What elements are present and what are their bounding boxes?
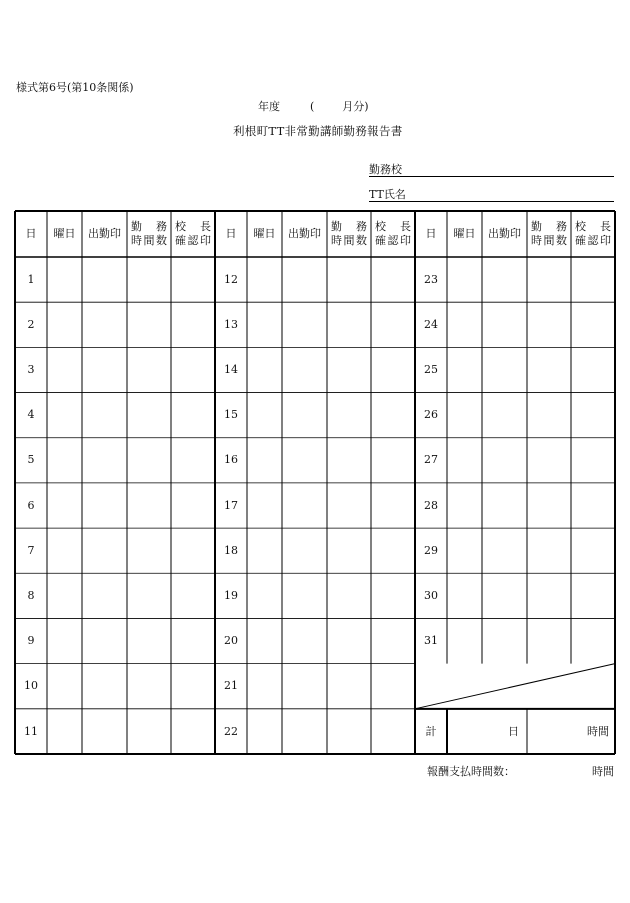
header-line: 校 長 — [575, 220, 611, 234]
attendance-seal-cell[interactable] — [282, 573, 327, 618]
work-hours-cell[interactable] — [327, 257, 371, 302]
attendance-seal-cell[interactable] — [282, 528, 327, 573]
principal-seal-cell[interactable] — [171, 483, 215, 528]
header-line: 勤 務 — [331, 220, 367, 234]
attendance-seal-cell[interactable] — [282, 709, 327, 754]
principal-seal-cell[interactable] — [571, 528, 615, 573]
table-row-day-number: 20 — [224, 634, 238, 648]
header-principal-seal — [171, 211, 215, 257]
work-hours-cell[interactable] — [127, 257, 171, 302]
work-hours-cell[interactable] — [527, 302, 571, 347]
weekday-cell[interactable] — [247, 664, 282, 709]
table-row-day-number: 17 — [224, 498, 238, 512]
table-row-day-number: 25 — [424, 363, 438, 377]
table-row-day-number: 1 — [27, 272, 35, 286]
attendance-seal-cell[interactable] — [482, 573, 527, 618]
header-attendance-seal: 出勤印 — [88, 227, 121, 241]
table-row-day-number: 19 — [224, 588, 238, 602]
principal-seal-cell[interactable] — [571, 483, 615, 528]
table-row-day-number: 18 — [224, 543, 238, 557]
month-label: 月分) — [342, 100, 369, 113]
principal-seal-cell[interactable] — [171, 664, 215, 709]
work-hours-cell[interactable] — [127, 302, 171, 347]
weekday-cell[interactable] — [47, 393, 82, 438]
table-row-day-number: 31 — [424, 634, 438, 648]
work-hours-cell[interactable] — [127, 528, 171, 573]
attendance-seal-cell[interactable] — [282, 257, 327, 302]
table-row-day-number: 8 — [27, 588, 35, 602]
weekday-cell[interactable] — [447, 483, 482, 528]
table-row-day-number: 15 — [224, 408, 238, 422]
table-row-day-number: 22 — [224, 724, 238, 738]
table-row-day-number: 5 — [27, 453, 35, 467]
weekday-cell[interactable] — [47, 573, 82, 618]
principal-seal-cell[interactable] — [571, 438, 615, 483]
header-line: 勤 務 — [131, 220, 167, 234]
principal-seal-cell[interactable] — [571, 393, 615, 438]
table-row-day-number: 23 — [424, 272, 438, 286]
school-label: 勤務校 — [369, 163, 402, 176]
principal-seal-cell[interactable] — [371, 393, 415, 438]
work-hours-cell[interactable] — [327, 483, 371, 528]
work-hours-cell[interactable] — [527, 393, 571, 438]
year-label: 年度 — [258, 100, 280, 113]
work-hours-cell[interactable] — [327, 438, 371, 483]
attendance-seal-cell[interactable] — [282, 483, 327, 528]
weekday-cell[interactable] — [247, 347, 282, 392]
header-line: 校 長 — [175, 220, 211, 234]
weekday-cell[interactable] — [247, 573, 282, 618]
attendance-seal-cell[interactable] — [482, 483, 527, 528]
work-hours-cell[interactable] — [527, 573, 571, 618]
table-row-day-number: 11 — [24, 724, 38, 738]
tt-name-label: TT氏名 — [369, 188, 406, 201]
attendance-seal-cell[interactable] — [82, 347, 127, 392]
table-row-day-number: 26 — [424, 408, 438, 422]
header-attendance-seal: 出勤印 — [488, 227, 521, 241]
header-line: 確認印 — [375, 234, 411, 247]
header-principal-seal — [571, 211, 615, 257]
attendance-seal-cell[interactable] — [82, 393, 127, 438]
weekday-cell[interactable] — [447, 257, 482, 302]
work-hours-cell[interactable] — [527, 528, 571, 573]
principal-seal-cell[interactable] — [171, 393, 215, 438]
principal-seal-cell[interactable] — [171, 709, 215, 754]
attendance-seal-cell[interactable] — [282, 302, 327, 347]
weekday-cell[interactable] — [447, 528, 482, 573]
principal-seal-cell[interactable] — [171, 528, 215, 573]
attendance-seal-cell[interactable] — [482, 393, 527, 438]
table-row-day-number: 9 — [27, 634, 35, 648]
weekday-cell[interactable] — [47, 302, 82, 347]
header-line: 時間数 — [131, 234, 167, 247]
weekday-cell[interactable] — [47, 709, 82, 754]
attendance-seal-cell[interactable] — [82, 528, 127, 573]
table-row-day-number: 24 — [424, 317, 438, 331]
header-work-hours — [527, 211, 571, 257]
attendance-seal-cell[interactable] — [482, 257, 527, 302]
table-row-day-number: 16 — [224, 453, 238, 467]
payment-hours-label: 報酬支払時間数： — [427, 765, 515, 778]
principal-seal-cell[interactable] — [371, 573, 415, 618]
table-row-day-number: 30 — [424, 588, 438, 602]
table-row-day-number: 3 — [27, 363, 35, 377]
header-work-hours — [127, 211, 171, 257]
work-hours-cell[interactable] — [127, 347, 171, 392]
attendance-seal-cell[interactable] — [82, 664, 127, 709]
weekday-cell[interactable] — [447, 573, 482, 618]
work-hours-cell[interactable] — [127, 438, 171, 483]
attendance-seal-cell[interactable] — [282, 438, 327, 483]
header-line: 時間数 — [331, 234, 367, 247]
table-row-day-number: 29 — [424, 543, 438, 557]
principal-seal-cell[interactable] — [171, 257, 215, 302]
weekday-cell[interactable] — [447, 618, 482, 663]
work-hours-cell[interactable] — [327, 573, 371, 618]
payment-hours-unit: 時間 — [592, 765, 614, 778]
work-hours-cell[interactable] — [527, 618, 571, 663]
table-row-day-number: 7 — [27, 543, 35, 557]
principal-seal-cell[interactable] — [371, 483, 415, 528]
work-hours-cell[interactable] — [327, 347, 371, 392]
principal-seal-cell[interactable] — [371, 664, 415, 709]
work-hours-cell[interactable] — [527, 483, 571, 528]
header-line: 確認印 — [575, 234, 611, 247]
weekday-cell[interactable] — [247, 393, 282, 438]
table-row-day-number: 10 — [24, 679, 38, 693]
principal-seal-cell[interactable] — [171, 438, 215, 483]
header-attendance-seal: 出勤印 — [288, 227, 321, 241]
header-weekday: 曜日 — [253, 227, 276, 241]
work-hours-cell[interactable] — [127, 618, 171, 663]
work-hours-cell[interactable] — [127, 393, 171, 438]
table-row-day-number: 14 — [224, 363, 238, 377]
diagonal-slash — [415, 664, 615, 709]
attendance-seal-cell[interactable] — [82, 438, 127, 483]
principal-seal-cell[interactable] — [371, 618, 415, 663]
total-label: 計 — [425, 724, 437, 738]
attendance-seal-cell[interactable] — [482, 528, 527, 573]
principal-seal-cell[interactable] — [171, 347, 215, 392]
weekday-cell[interactable] — [47, 347, 82, 392]
work-hours-cell[interactable] — [327, 528, 371, 573]
attendance-seal-cell[interactable] — [482, 302, 527, 347]
total-hours-field[interactable]: 時間 — [587, 724, 609, 738]
attendance-seal-cell[interactable] — [482, 438, 527, 483]
weekday-cell[interactable] — [247, 438, 282, 483]
table-row-day-number: 4 — [27, 408, 35, 422]
principal-seal-cell[interactable] — [371, 257, 415, 302]
principal-seal-cell[interactable] — [571, 347, 615, 392]
attendance-seal-cell[interactable] — [482, 347, 527, 392]
weekday-cell[interactable] — [247, 257, 282, 302]
header-weekday: 曜日 — [453, 227, 476, 241]
weekday-cell[interactable] — [47, 664, 82, 709]
table-row-day-number: 2 — [27, 317, 35, 331]
work-hours-cell[interactable] — [327, 393, 371, 438]
work-hours-cell[interactable] — [527, 347, 571, 392]
principal-seal-cell[interactable] — [171, 573, 215, 618]
weekday-cell[interactable] — [47, 257, 82, 302]
principal-seal-cell[interactable] — [371, 528, 415, 573]
header-work-hours — [327, 211, 371, 257]
work-hours-cell[interactable] — [127, 573, 171, 618]
weekday-cell[interactable] — [447, 302, 482, 347]
attendance-seal-cell[interactable] — [82, 257, 127, 302]
work-hours-cell[interactable] — [327, 664, 371, 709]
attendance-seal-cell[interactable] — [282, 393, 327, 438]
weekday-cell[interactable] — [247, 528, 282, 573]
header-line: 勤 務 — [531, 220, 567, 234]
weekday-cell[interactable] — [447, 347, 482, 392]
header-line: 校 長 — [375, 220, 411, 234]
principal-seal-cell[interactable] — [371, 347, 415, 392]
principal-seal-cell[interactable] — [171, 302, 215, 347]
weekday-cell[interactable] — [47, 618, 82, 663]
attendance-seal-cell[interactable] — [82, 618, 127, 663]
weekday-cell[interactable] — [447, 438, 482, 483]
work-hours-cell[interactable] — [127, 709, 171, 754]
principal-seal-cell[interactable] — [371, 438, 415, 483]
attendance-seal-cell[interactable] — [282, 618, 327, 663]
attendance-seal-cell[interactable] — [82, 709, 127, 754]
weekday-cell[interactable] — [247, 483, 282, 528]
table-row-day-number: 6 — [27, 498, 35, 512]
weekday-cell[interactable] — [247, 618, 282, 663]
total-days-field[interactable]: 日 — [508, 724, 519, 738]
attendance-seal-cell[interactable] — [82, 483, 127, 528]
page-title: 利根町TT非常勤講師勤務報告書 — [233, 124, 403, 138]
header-principal-seal — [371, 211, 415, 257]
header-day: 日 — [425, 227, 437, 241]
header-line: 確認印 — [175, 234, 211, 247]
open-paren: ( — [310, 100, 315, 113]
form-number: 様式第6号(第10条関係) — [16, 81, 134, 94]
table-row-day-number: 13 — [224, 317, 238, 331]
table-row-day-number: 27 — [424, 453, 438, 467]
principal-seal-cell[interactable] — [571, 573, 615, 618]
weekday-cell[interactable] — [447, 393, 482, 438]
weekday-cell[interactable] — [247, 709, 282, 754]
header-day: 日 — [225, 227, 237, 241]
principal-seal-cell[interactable] — [371, 302, 415, 347]
attendance-seal-cell[interactable] — [282, 664, 327, 709]
principal-seal-cell[interactable] — [571, 618, 615, 663]
weekday-cell[interactable] — [247, 302, 282, 347]
work-hours-cell[interactable] — [327, 709, 371, 754]
table-row-day-number: 28 — [424, 498, 438, 512]
attendance-seal-cell[interactable] — [282, 347, 327, 392]
work-hours-cell[interactable] — [127, 483, 171, 528]
principal-seal-cell[interactable] — [371, 709, 415, 754]
principal-seal-cell[interactable] — [571, 257, 615, 302]
work-hours-cell[interactable] — [527, 438, 571, 483]
weekday-cell[interactable] — [47, 483, 82, 528]
header-line: 時間数 — [531, 234, 567, 247]
header-day: 日 — [25, 227, 37, 241]
attendance-seal-cell[interactable] — [82, 302, 127, 347]
principal-seal-cell[interactable] — [571, 302, 615, 347]
principal-seal-cell[interactable] — [171, 618, 215, 663]
work-hours-cell[interactable] — [527, 257, 571, 302]
work-hours-cell[interactable] — [127, 664, 171, 709]
attendance-seal-cell[interactable] — [482, 618, 527, 663]
table-row-day-number: 12 — [224, 272, 238, 286]
weekday-cell[interactable] — [47, 438, 82, 483]
header-weekday: 曜日 — [53, 227, 76, 241]
table-row-day-number: 21 — [224, 679, 238, 693]
work-hours-cell[interactable] — [327, 618, 371, 663]
weekday-cell[interactable] — [47, 528, 82, 573]
attendance-seal-cell[interactable] — [82, 573, 127, 618]
work-hours-cell[interactable] — [327, 302, 371, 347]
